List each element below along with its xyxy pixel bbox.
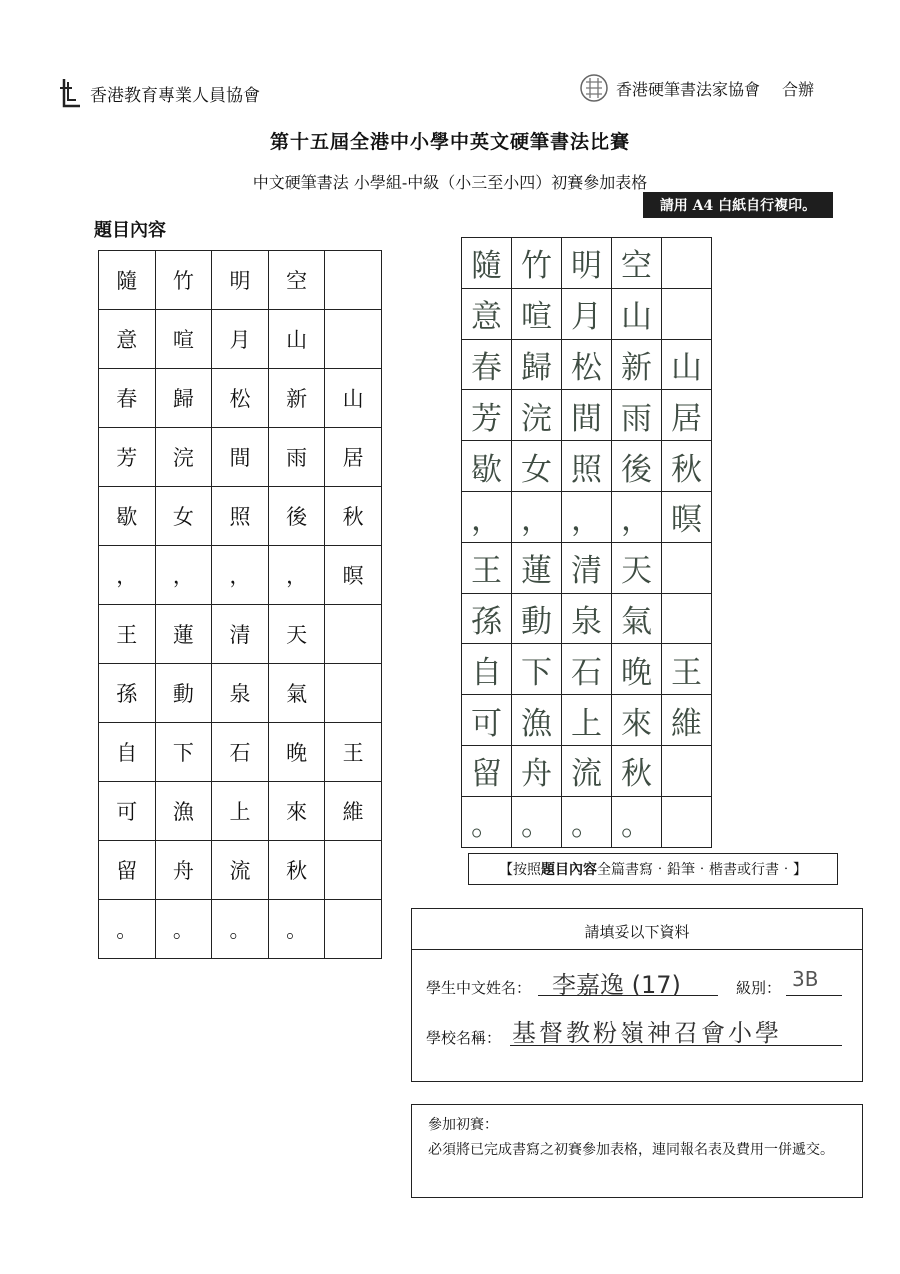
model-grid-cell [325,841,382,900]
photocopy-note: 請用 A4 白紙自行複印。 [643,192,833,218]
instruction-open: 【按照 [499,862,541,878]
model-grid-cell-row [99,605,382,664]
grade-value: 3B [792,967,819,991]
handwriting-cell[interactable]: 孫 [462,593,512,644]
handwriting-cell[interactable]: 動 [512,593,562,644]
model-grid-cell: 浣 [155,428,212,487]
model-grid-cell: 暝 [325,546,382,605]
model-grid-cell: ， [268,546,325,605]
handwriting-cell[interactable]: 春 [462,339,512,390]
handwriting-cell[interactable]: 芳 [462,390,512,441]
header-left [58,76,260,110]
model-grid-cell: 春 [99,369,156,428]
model-grid-cell: 。 [155,900,212,959]
handwriting-cell[interactable]: 松 [562,339,612,390]
handwriting-cell[interactable] [662,238,712,289]
handwriting-cell[interactable]: 竹 [512,238,562,289]
handwriting-cell[interactable]: 居 [662,390,712,441]
handwriting-cell-row [462,644,712,695]
name-field[interactable] [538,965,718,999]
model-grid-cell-row [99,782,382,841]
handwriting-cell-row [462,695,712,746]
handwriting-cell[interactable]: 山 [612,288,662,339]
model-grid-cell: 王 [325,723,382,782]
calligraphy-seal-icon [578,72,610,104]
model-grid-cell: 。 [268,900,325,959]
model-grid-cell: 清 [212,605,269,664]
model-grid-cell: 。 [99,900,156,959]
note-body: 必須將已完成書寫之初賽參加表格，連同報名表及費用一併遞交。 [428,1142,834,1158]
handwriting-cell[interactable]: 維 [662,695,712,746]
model-text-grid [98,250,382,959]
handwriting-cell-row [462,441,712,492]
model-grid-cell: 月 [212,310,269,369]
handwriting-cell-row [462,745,712,796]
model-grid-cell: 流 [212,841,269,900]
handwriting-cell[interactable]: ， [462,491,512,542]
model-grid-cell-row [99,900,382,959]
model-grid-cell: 雨 [268,428,325,487]
handwriting-cell[interactable] [662,288,712,339]
model-grid-cell: 下 [155,723,212,782]
handwriting-cell[interactable] [662,593,712,644]
model-grid-cell: 山 [268,310,325,369]
handwriting-cell[interactable]: 秋 [612,745,662,796]
handwriting-cell[interactable]: 漁 [512,695,562,746]
handwriting-cell[interactable]: ， [562,491,612,542]
topic-content-label: 題目內容 [94,220,166,241]
model-grid-cell: 來 [268,782,325,841]
handwriting-cell[interactable]: 月 [562,288,612,339]
handwriting-cell-row [462,390,712,441]
handwriting-cell[interactable]: 後 [612,441,662,492]
name-value: 李嘉逸 (17) [552,971,681,999]
handwriting-cell[interactable]: 天 [612,542,662,593]
model-grid-cell: 竹 [155,251,212,310]
model-grid-cell-row [99,487,382,546]
model-grid-cell: 山 [325,369,382,428]
model-grid-cell: 石 [212,723,269,782]
left-organization: 香港教育專業人員協會 [90,85,260,106]
handwriting-cell[interactable]: 秋 [662,441,712,492]
model-grid-cell: 泉 [212,664,269,723]
model-grid-cell: 可 [99,782,156,841]
info-heading: 請填妥以下資料 [584,923,690,941]
model-grid-cell: 空 [268,251,325,310]
handwriting-cell[interactable]: 浣 [512,390,562,441]
school-label: 學校名稱： [426,1029,502,1047]
model-grid-cell-row [99,723,382,782]
handwriting-cell[interactable]: 暝 [662,491,712,542]
model-grid-cell: 歸 [155,369,212,428]
handwriting-cell[interactable]: 山 [662,339,712,390]
model-grid-cell-row [99,428,382,487]
handwriting-cell-row [462,339,712,390]
model-grid-cell: 漁 [155,782,212,841]
model-grid-cell: ， [155,546,212,605]
handwriting-cell[interactable]: 。 [562,796,612,847]
name-label: 學生中文姓名： [426,979,532,997]
handwriting-cell[interactable]: 雨 [612,390,662,441]
model-grid-cell: 上 [212,782,269,841]
model-grid-cell-row [99,546,382,605]
handwriting-cell[interactable]: 石 [562,644,612,695]
handwriting-cell[interactable] [662,745,712,796]
student-info-box [411,908,863,1082]
model-grid-cell: 王 [99,605,156,664]
handwriting-cell[interactable]: 舟 [512,745,562,796]
handwriting-cell[interactable]: 歇 [462,441,512,492]
association-logo-icon [58,76,84,110]
model-grid-cell: 舟 [155,841,212,900]
handwriting-cell-row [462,542,712,593]
model-grid-cell: 氣 [268,664,325,723]
model-grid-cell: 歇 [99,487,156,546]
model-grid-cell: 意 [99,310,156,369]
instruction-rest: 全篇書寫‧鉛筆‧楷書或行書‧】 [597,862,807,878]
model-grid-cell: 間 [212,428,269,487]
school-field[interactable] [510,1013,842,1046]
handwriting-cell[interactable]: 自 [462,644,512,695]
handwriting-grid [461,237,712,848]
handwriting-cell[interactable]: 蓮 [512,542,562,593]
handwriting-cell-row [462,796,712,847]
joint-organizer-label: 合辦 [782,79,815,99]
header-right [578,72,814,104]
handwriting-cell[interactable]: 。 [462,796,512,847]
handwriting-cell[interactable]: 空 [612,238,662,289]
handwriting-cell[interactable]: 王 [462,542,512,593]
model-grid-cell: 松 [212,369,269,428]
preliminary-note-box [411,1104,863,1198]
model-grid-cell: 喧 [155,310,212,369]
handwriting-cell[interactable] [662,796,712,847]
model-grid-cell: 留 [99,841,156,900]
handwriting-cell[interactable]: 意 [462,288,512,339]
handwriting-cell[interactable]: 上 [562,695,612,746]
model-grid-cell [325,251,382,310]
handwriting-cell[interactable]: 。 [512,796,562,847]
grade-field[interactable] [786,965,842,996]
model-grid-cell [325,664,382,723]
model-grid-cell: 動 [155,664,212,723]
model-grid-cell: 晚 [268,723,325,782]
model-grid-cell: 明 [212,251,269,310]
competition-title: 第十五屆全港中小學中英文硬筆書法比賽 [269,131,630,153]
handwriting-cell[interactable]: 女 [512,441,562,492]
handwriting-cell-row [462,593,712,644]
note-title: 參加初賽： [428,1117,498,1133]
handwriting-cell-row [462,238,712,289]
model-grid-cell: 女 [155,487,212,546]
school-value: 基督教粉嶺神召會小學 [512,1019,782,1047]
model-grid-cell: 居 [325,428,382,487]
handwriting-cell[interactable]: 氣 [612,593,662,644]
model-grid-cell-row [99,369,382,428]
handwriting-cell[interactable]: ， [512,491,562,542]
model-grid-cell: 蓮 [155,605,212,664]
model-grid-cell: 天 [268,605,325,664]
handwriting-cell-row [462,288,712,339]
handwriting-cell[interactable] [662,542,712,593]
handwriting-cell[interactable]: 照 [562,441,612,492]
model-grid-cell: 照 [212,487,269,546]
info-divider [412,949,862,950]
handwriting-cell[interactable]: 泉 [562,593,612,644]
handwriting-cell[interactable]: 。 [612,796,662,847]
grade-label: 級別： [736,979,782,997]
right-organization: 香港硬筆書法家協會 [616,79,761,99]
model-grid-cell [325,900,382,959]
model-grid-cell-row [99,841,382,900]
model-grid-cell: 新 [268,369,325,428]
handwriting-cell-row [462,491,712,542]
form-subtitle: 中文硬筆書法 小學組-中級（小三至小四）初賽參加表格 [252,173,648,192]
handwriting-cell[interactable]: 來 [612,695,662,746]
handwriting-cell[interactable]: 隨 [462,238,512,289]
handwriting-cell[interactable]: 間 [562,390,612,441]
handwriting-cell[interactable]: 留 [462,745,512,796]
model-grid-cell-row [99,251,382,310]
model-grid-cell-row [99,310,382,369]
model-grid-cell: ， [99,546,156,605]
handwriting-cell[interactable]: 晚 [612,644,662,695]
model-grid-cell: 秋 [325,487,382,546]
model-grid-cell: ， [212,546,269,605]
handwriting-cell[interactable]: 王 [662,644,712,695]
handwriting-cell[interactable]: 流 [562,745,612,796]
handwriting-cell[interactable]: 新 [612,339,662,390]
model-grid-cell: 自 [99,723,156,782]
instruction-bold: 題目內容 [541,862,597,878]
model-grid-cell: 秋 [268,841,325,900]
handwriting-cell[interactable]: 歸 [512,339,562,390]
handwriting-cell[interactable]: 可 [462,695,512,746]
model-grid-cell [325,310,382,369]
writing-instruction [468,853,838,885]
model-grid-cell: 後 [268,487,325,546]
handwriting-cell[interactable]: 下 [512,644,562,695]
model-grid-cell: 。 [212,900,269,959]
handwriting-cell[interactable]: 清 [562,542,612,593]
model-grid-cell: 維 [325,782,382,841]
model-grid-cell: 隨 [99,251,156,310]
model-grid-cell [325,605,382,664]
handwriting-cell[interactable]: 喧 [512,288,562,339]
handwriting-cell[interactable]: ， [612,491,662,542]
model-grid-cell-row [99,664,382,723]
handwriting-cell[interactable]: 明 [562,238,612,289]
model-grid-cell: 芳 [99,428,156,487]
model-grid-cell: 孫 [99,664,156,723]
